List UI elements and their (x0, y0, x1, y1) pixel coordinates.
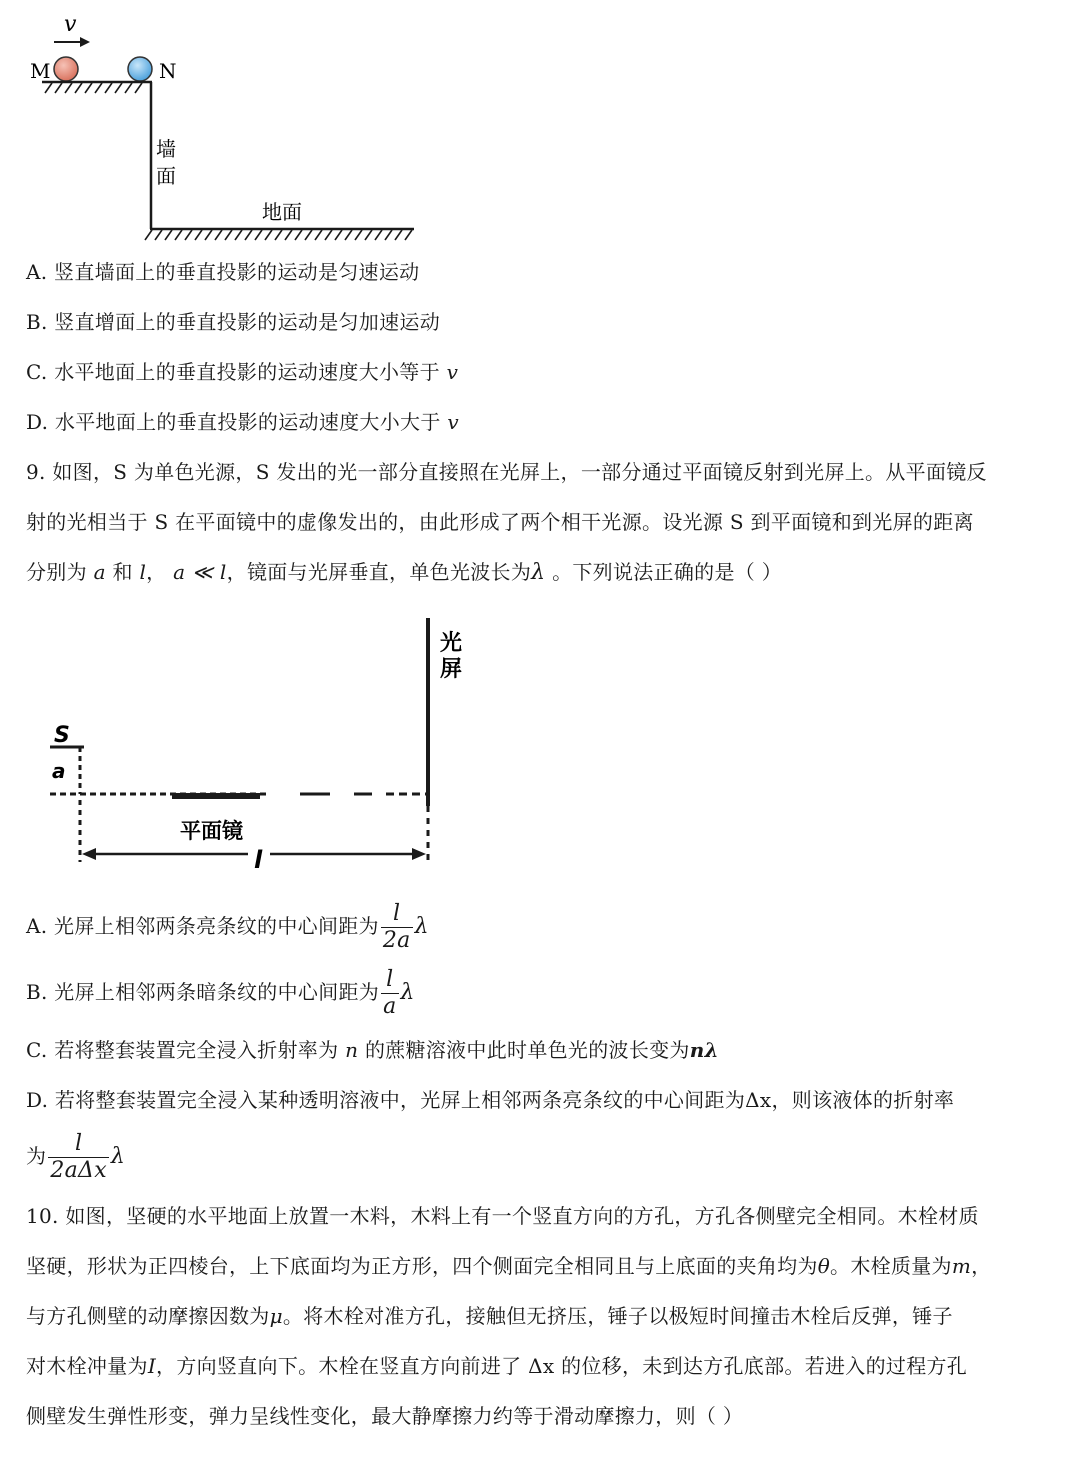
l-arrow-right (412, 848, 426, 860)
q10-text: ，方向竖直向下。木栓在竖直方向前进了 (156, 1354, 522, 1378)
q8-option-c-var: v (446, 360, 459, 384)
figure-lloyd-mirror (0, 610, 500, 880)
q9-line-1: 9. 如图，S 为单色光源，S 发出的光一部分直接照在光屏上，一部分通过平面镜反射到光屏上。从平面镜反 (26, 460, 987, 484)
fraction-numerator: l (74, 1131, 83, 1156)
q9-text: ，镜面与光屏垂直，单色光波长为 (226, 560, 532, 584)
q9-lambda: λ (531, 560, 546, 585)
q9-text: 和 (112, 560, 133, 584)
q10-text: 的位移，未到达方孔底部。若进入的过程方孔 (561, 1354, 968, 1378)
q10-text: 对木栓冲量为 (26, 1354, 148, 1378)
q10-line-2 (26, 1252, 991, 1280)
q8-option-d-var: v (447, 410, 459, 434)
q9-text: 分别为 (26, 560, 87, 584)
q10-line-1: 10. 如图，坚硬的水平地面上放置一木料，木料上有一个竖直方向的方孔，方孔各侧壁完全相同。木栓材质 (26, 1204, 979, 1228)
q10-impulse: I (147, 1354, 157, 1378)
wall-label-2: 面 (156, 164, 176, 188)
q9-option-b-fraction (381, 967, 398, 1020)
q9-option-c-text: C. 若将整套装置完全浸入折射率为 (26, 1038, 339, 1062)
fraction-denominator: 2a (382, 928, 411, 953)
q9-option-a-text: A. 光屏上相邻两条亮条纹的中心间距为 (26, 914, 379, 938)
q10-line-4 (26, 1352, 967, 1380)
fraction-denominator: 2aΔx (50, 1158, 107, 1183)
fraction-numerator: l (393, 901, 401, 926)
ground-label: 地面 (262, 200, 302, 224)
q10-mass: m (951, 1254, 972, 1278)
q9-condition: a ≪ l (173, 560, 227, 584)
q9-option-a-fraction (381, 901, 413, 954)
q9-text: ， (146, 560, 167, 584)
q8-option-c (26, 358, 458, 386)
mirror-bar (172, 793, 260, 799)
q8-option-c-text: C. 水平地面上的垂直投影的运动速度大小等于 (26, 360, 440, 384)
q9-option-d-fraction (48, 1131, 109, 1184)
screen-label-1: 光 (440, 631, 463, 656)
q9-line-2: 射的光相当于 S 在平面镜中的虚像发出的，由此形成了两个相干光源。设光源 S 到平面镜和到光屏的距离 (26, 510, 974, 534)
ball-n-label: N (159, 59, 177, 83)
q10-line-3 (26, 1302, 953, 1330)
ground-hatching (145, 230, 412, 240)
ball-n (128, 57, 152, 81)
q9-line-3 (26, 558, 782, 587)
velocity-label: v (64, 12, 77, 37)
q10-dx: Δx (528, 1354, 555, 1378)
q9-option-d-lambda: λ (110, 1144, 126, 1169)
q9-var-a: a (93, 560, 106, 584)
q9-var-l: l (139, 560, 147, 584)
l-arrow-left (82, 848, 96, 860)
q9-text: 。下列说法正确的是（ ） (552, 560, 783, 584)
fraction-denominator: a (383, 994, 397, 1019)
q9-option-c-n: n (345, 1038, 359, 1062)
q10-line-5: 侧壁发生弹性形变，弹力呈线性变化，最大静摩擦力约等于滑动摩擦力，则（ ） (26, 1404, 744, 1428)
q9-option-c-result: nλ (689, 1038, 719, 1062)
mirror-label: 平面镜 (180, 819, 243, 843)
ball-m (54, 57, 78, 81)
q8-option-a: A. 竖直墙面上的垂直投影的运动是匀速运动 (26, 260, 420, 284)
fraction-numerator: l (386, 967, 394, 992)
q9-option-d-prefix: 为 (26, 1144, 47, 1168)
q8-option-d-text: D. 水平地面上的垂直投影的运动速度大小大于 (26, 410, 441, 434)
q9-option-d (26, 1086, 954, 1114)
q10-text: ， (971, 1254, 992, 1278)
wall-label-1: 墙 (156, 137, 176, 161)
ball-m-label: M (30, 59, 51, 83)
source-label: S (54, 723, 70, 748)
q9-option-b-text: B. 光屏上相邻两条暗条纹的中心间距为 (26, 980, 380, 1004)
l-label: l (254, 846, 263, 874)
q9-option-c (26, 1036, 719, 1064)
q9-option-a-lambda: λ (414, 914, 429, 939)
q10-text: 坚硬，形状为正四棱台，上下底面均为正方形，四个侧面完全相同且与上底面的夹角均为 (26, 1254, 818, 1278)
q10-text: 。将木栓对准方孔，接触但无挤压，锤子以极短时间撞击木栓后反弹，锤子 (282, 1304, 953, 1328)
q10-text: 。木栓质量为 (830, 1254, 952, 1278)
screen-label-2: 屏 (440, 657, 463, 682)
q10-text: 与方孔侧壁的动摩擦因数为 (26, 1304, 270, 1328)
q9-option-d-formula (26, 1126, 125, 1187)
q9-option-d-text: D. 若将整套装置完全浸入某种透明溶液中，光屏上相邻两条亮条纹的中心间距为 (26, 1088, 746, 1112)
a-label: a (52, 759, 66, 783)
q9-option-a (26, 896, 429, 957)
q9-option-d-text2: ，则该液体的折射率 (771, 1088, 955, 1112)
q10-theta: θ (817, 1254, 831, 1278)
velocity-arrow-head (80, 37, 90, 47)
figure-ball-wall (0, 0, 440, 250)
q8-option-b: B. 竖直增面上的垂直投影的运动是匀加速运动 (26, 310, 441, 334)
q9-option-c-text2: 的蔗糖溶液中此时单色光的波长变为 (364, 1038, 690, 1062)
ledge-hatching (45, 83, 142, 93)
q8-option-d (26, 408, 459, 436)
q9-option-b-lambda: λ (400, 980, 415, 1005)
q9-option-d-dx: Δx (745, 1088, 772, 1112)
q9-option-b (26, 962, 415, 1023)
q10-mu: μ (269, 1304, 283, 1328)
